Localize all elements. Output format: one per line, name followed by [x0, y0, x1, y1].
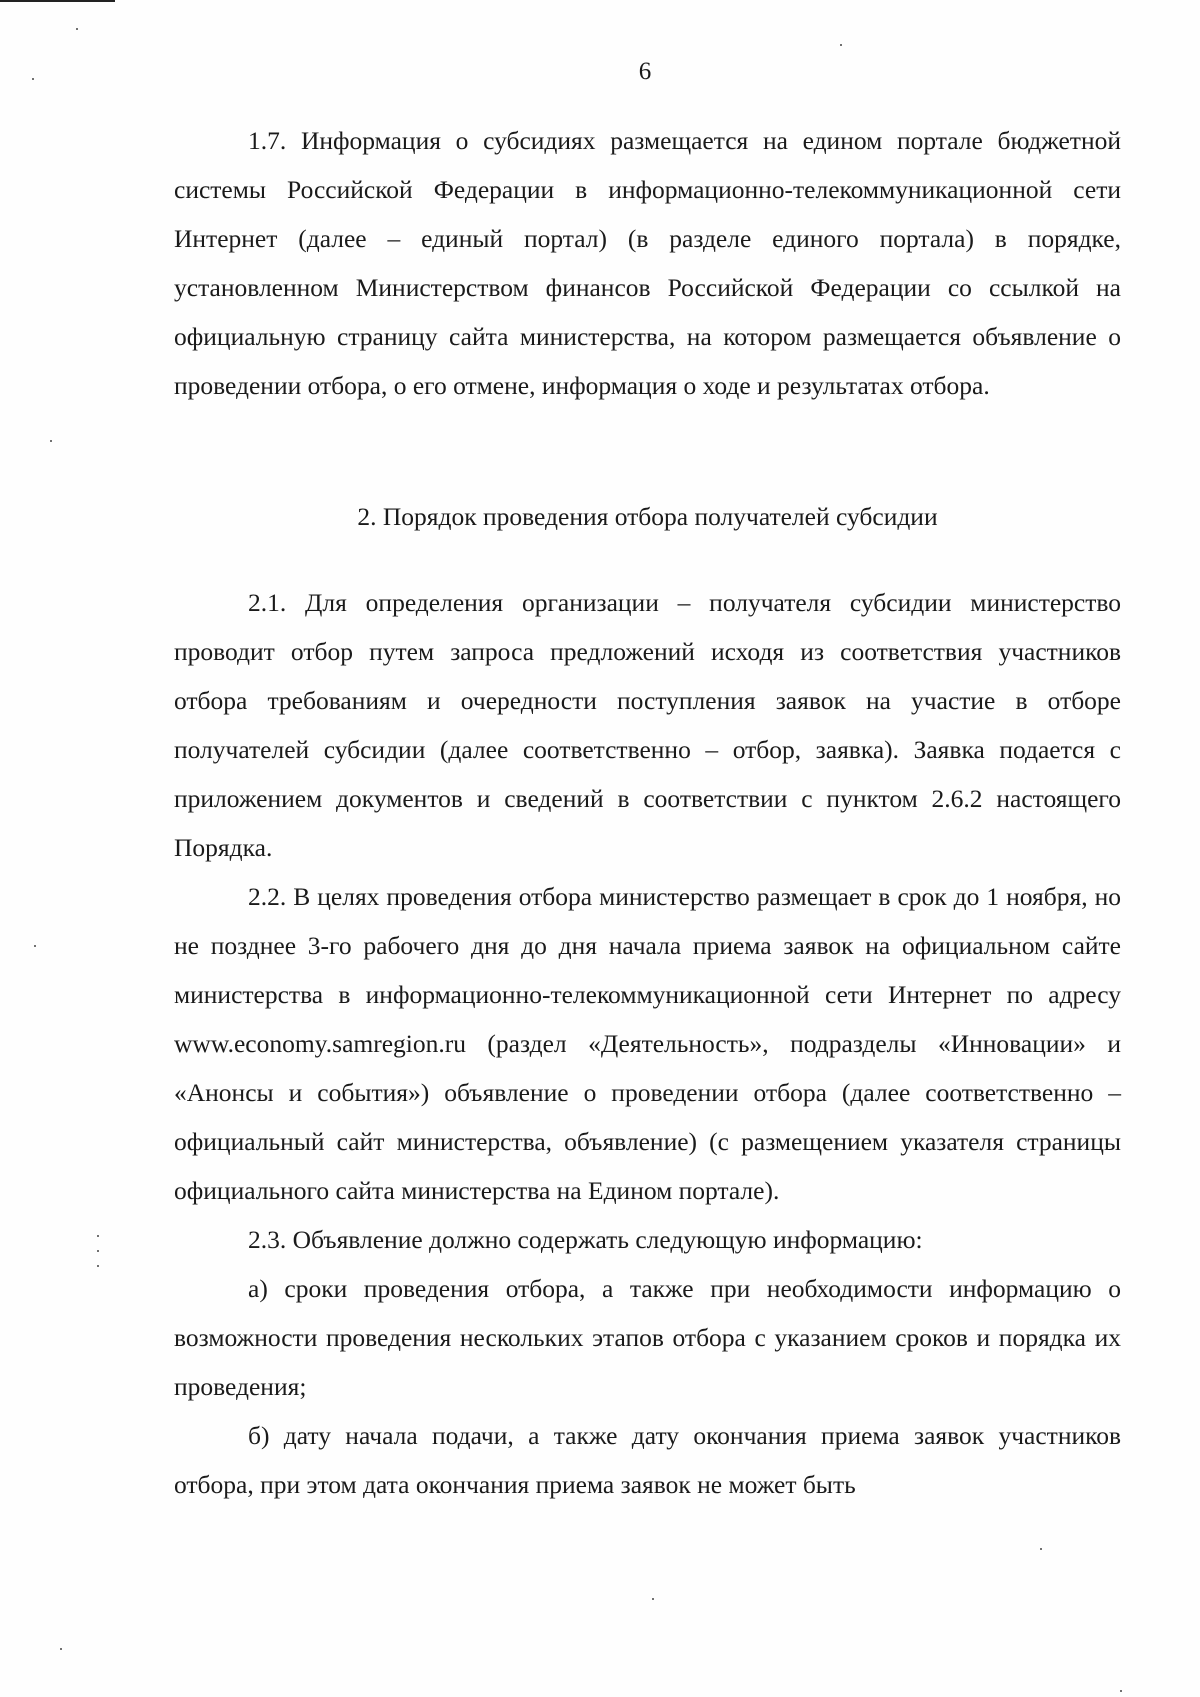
scan-speck: [1040, 1548, 1042, 1550]
scan-speck: [652, 1598, 654, 1600]
paragraph-a: а) сроки проведения отбора, а также при необходимости информацию о возможности проведения нескольких этапов отбора с указанием сроков и порядка их проведения;: [174, 1274, 1121, 1401]
scan-speck: [34, 945, 36, 947]
page-number: 6: [638, 58, 652, 85]
scan-speck: [1120, 1690, 1122, 1692]
paragraph-2-2: 2.2. В целях проведения отбора министерство размещает в срок до 1 ноября, но не позднее 3-го рабочего дня до дня начала приема заявок на официальном сайте министерства в информационно-телекоммуникационной сети Интернет по адресу www.economy.samregion.ru (раздел «Деятельность», подразделы «Инновации» и «Анонсы и события») объявление о проведении отбора (далее соответственно – официальный сайт министерства, объявление) (с размещением указателя страницы официального сайта министерства на Едином портале).: [174, 882, 1121, 1205]
scan-speck: [97, 1265, 99, 1267]
paragraph-b: б) дату начала подачи, а также дату окончания приема заявок участников отбора, при этом дата окончания приема заявок не может быть: [174, 1421, 1121, 1499]
scan-speck: [97, 1235, 99, 1237]
scan-edge-line: [0, 0, 115, 2]
scan-speck: [840, 44, 842, 46]
paragraph-1-7: [174, 116, 1121, 410]
scan-speck: [32, 78, 34, 80]
scan-speck: [76, 28, 78, 30]
paragraph-1-7-text: 1.7. Информация о субсидиях размещается на едином портале бюджетной системы Российской Федерации в информационно-телекоммуникационной сети Интернет (далее – единый портал) (в разделе единого портала) в порядке, установленном Министерством финансов Российской Федерации со ссылкой на официальную страницу сайта министерства, на котором размещается объявление о проведении отбора, о его отмене, информация о ходе и результатах отбора.: [174, 126, 1121, 400]
scan-speck: [97, 1250, 99, 1252]
paragraph-2-3: 2.3. Объявление должно содержать следующую информацию:: [248, 1225, 923, 1254]
scan-speck: [50, 440, 52, 442]
section-heading: 2. Порядок проведения отбора получателей субсидии: [357, 502, 938, 531]
paragraph-2-1: 2.1. Для определения организации – получателя субсидии министерство проводит отбор путем запроса предложений исходя из соответствия участников отбора требованиям и очередности поступления заявок на участие в отборе получателей субсидии (далее соответственно – отбор, заявка). Заявка подается с приложением документов и сведений в соответствии с пунктом 2.6.2 настоящего Порядка.: [174, 588, 1121, 862]
section-2-body: [174, 578, 1121, 1509]
scan-speck: [60, 1648, 62, 1650]
